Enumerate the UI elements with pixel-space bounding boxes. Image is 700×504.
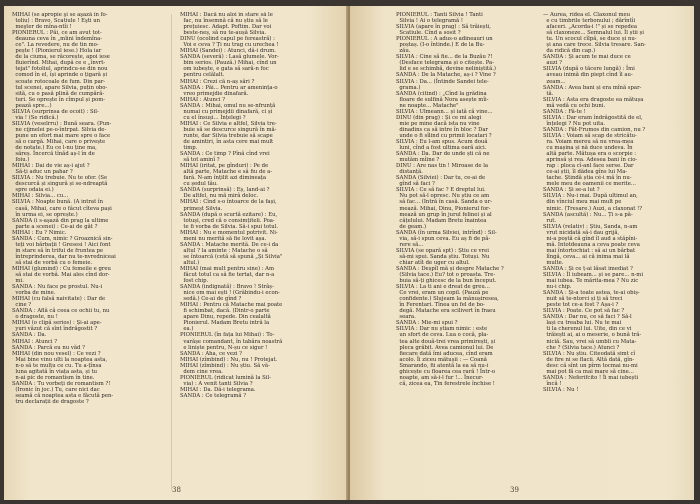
text-line: DINU (ocolind capul pe fereastră) : [180,36,275,43]
text-line: SANDA (citind) : „Cînd la grădina [396,90,487,97]
text-line: scoate rotocoale de fum. Din par- [12,78,106,85]
text-line: niciă. Sau, vrei să umbli cu Mata- [543,338,637,345]
text-line: fac, nu însemnă că nu știu să le [180,18,268,25]
text-line: cu ședul tău. [180,181,218,188]
text-line: MIHAI (cu falsă naivitate) : Dar de [12,296,106,303]
text-line: Ce vrei, eram un copil. (Pauză pe [396,290,489,297]
text-line: buia să-ți ghicesc de la bun început. [396,278,497,285]
text-line: apare Dinu, repede. Din cealaltă [180,314,271,321]
text-line: nu-i chip. [543,284,572,291]
text-line: SILVIA : Poate. Ce pot să fac ? [543,308,625,315]
text-line: PIONIERUL : Tanti Silvia ! Tanti [396,12,483,18]
text-line: poștaș. (I-o întinde.) E de la Bu- [396,42,485,49]
text-line: SANDA : Deșpîl mă și despre Matache ? [396,265,504,272]
text-line: SANDA : Tu vorbeți de romantism ?! [12,380,111,387]
right-page-number: 39 [510,486,519,494]
text-line: unde o fi sîlind cu primii locatari ? [396,132,492,139]
text-line: deauna ceva în „mîini îndemîna- [12,36,103,43]
text-line: SANDA (indignată) : Bravo ! Strâș- [180,284,274,291]
text-line: ti la cherenul lui. Uite, din ce vi [543,326,632,333]
text-line: SANDA : Da. Dar de unde ști că ne [396,151,490,158]
text-line: fluierînd. Mihai, după ce e „învrt- [12,60,106,67]
text-line: Voi e ceva ? Ți nu trag cu urechea ! [180,42,279,49]
text-line: tul scenei, apare Silvia, puțin obo- [12,84,108,91]
text-line: n-ai pic de romantism în tine. [12,374,95,381]
text-line: SANDA : Și ce ț-ai lăsat imediat ? [543,265,633,272]
text-line: MIHAI : Da. Dă-i telegrama. [180,386,256,393]
text-line: distanță. [396,169,423,176]
text-line: dem cine vrea. [180,368,223,375]
text-line: SANDA (ascultă) : Nu... Ți s-a pă- [543,211,633,218]
text-line: SANDA : Ce telegramă ? [180,392,247,399]
text-line: — Aurea, rîdea el. Claxonul meu [543,12,631,18]
text-line: MIHAI (zîmbind) : Nu știu. Să vă- [180,362,270,369]
text-line: Nu pot să-l opresc. Nu știu ce am [396,193,490,200]
text-line: cățelului. Madam Bretu înaintea [396,217,487,224]
text-line: nuit să te-ntorci și ți să treci [543,296,623,303]
text-line: noapte, am să-i-l fur !... Înecur- [396,374,484,381]
text-line: mai pot fă ca mai mare să cine... [543,368,634,375]
text-line: SANDA (surprinsă) : Eș, land-ai ? [180,187,270,194]
text-line: peste tot ce-a fost ? Așa-i ? [543,302,619,309]
text-line: să-mi spui. Sanda știu. Totuși. Nu [396,253,490,260]
text-line: SANDA : Mihai, omul nu se-nfrunță [180,102,276,109]
text-line: nimic. (Tresare.) Auzi, a claxonat !? [543,205,643,212]
text-line: încă ! [543,380,562,387]
text-line: ne cijmelei pe-o-întrpat. Silvia de- [12,126,107,133]
text-line: MIHAI : Dacă nu aloi în stare să le [180,12,273,18]
text-line: se întoarcă (cetă să spună „Și Silvia" [180,253,283,260]
text-line: SANDA (în urma Silviei, intrînd) : Sil- [396,229,497,236]
text-line: luni, cînd a fost ultima oară aici. [396,145,487,152]
text-line: teți voi bărbații ! Gresesi ! Aici font [12,241,111,248]
text-line: altul.) [180,259,200,266]
text-line: aprinsă și rea. Adesea bani în cio- [543,157,638,164]
text-line: SILVIA : Îl iubeam... și se pare... n-mi [543,272,644,279]
text-line: cu el însuși... Înțelegi ? [180,114,246,121]
text-line: MIHAI (Sandei) : Atunci, dă-i drum. [180,48,276,55]
text-line: SANDA : Cum, nimic ? Groaznică sin- [12,235,113,242]
text-line: vorba de mine. [12,290,56,297]
text-line: SILVIA (veselrru) : Bună seara. (Pun- [12,120,112,127]
text-line: nice om mai ești ! (Grăbindu-i econ- [180,290,280,297]
text-line: mează. Mihai, Dinu, Pionierul for- [396,205,491,212]
text-line: yuri văzut că sînt îndrăgostit ? [12,326,98,333]
text-line: fiecare dată îmi aducea, cînd eram [396,350,493,357]
text-line: vreo primejdie dinafară. [180,90,249,97]
text-line: MIHAI (din nou vesel) : Ce vezi ? [12,350,101,357]
text-line: De altfel, nu mă mirâ deloc. [180,193,259,200]
text-line: SILVIA : Voiam să scap de stricătu- [543,132,637,139]
text-line: MIHAI (iritat, pe gînduri) : Pe de [180,163,269,170]
text-line: SILVIA (surprinsa de ocoit) : Sil- [12,108,99,115]
right-page-column-1 [396,12,540,387]
text-line: parte a scenei) : Ce-ai de găt ? [12,223,98,230]
text-line: cine ? [12,302,32,309]
text-line: ghicește cu floarea cea rară ! Într-o [396,368,496,375]
text-line: SILVIA (apare în prag) : Să trăiești, [396,24,491,31]
text-line: ce-ai știi, îl dădea gîns lui Ma- [543,169,628,176]
text-line: Scatiule. Cînd a sosit ? [396,30,461,37]
text-line: să tot aminî ? [180,157,220,164]
text-line: SILVIA (după o tăcere lungă) : Îmi [543,66,635,73]
text-line: mele meu de oamenii ce merite... [543,181,636,188]
text-line: lîngă, ceva... ai că inima mai lă [543,253,630,260]
text-line: săreș. Încercă tînăd aș-l în de [12,151,95,158]
text-line: SANDA : Dar nu, ce să faci ? Să-l [543,314,632,321]
text-line: SANDA : Păi... Pentru ar amenința-o [180,84,278,91]
text-line: runte, dar Silvia trebuie să scape [180,132,273,139]
text-line: mai întortochiat : să ai un bărbat [543,247,636,254]
text-line: degă. Matache era scilivert în fraeu [396,308,496,315]
text-line: in stare să în trifui de fruntea pe [12,247,104,254]
text-line: din vînciul meu mai mult pe [543,199,622,206]
text-line: desc că sînt un pîrm tocmai nu-mi [543,362,638,369]
text-line: rere să... [396,241,424,248]
text-line: să stai de vorbă. Mai ales cînd dor- [12,272,110,279]
text-line: Pionierul. Madam Bretu intră la [180,320,270,327]
text-line: SANDA (i s-aşază din prag la ultime [12,217,109,224]
text-line: SANDA : Aha, ce vezi ? [180,350,242,357]
text-line: SANDA : Fă-te ! [543,108,586,115]
text-line: n-o să te mulțu ce cu. Tu a-țînsa [12,362,102,369]
text-line: MIHAI (mai mult pentru sine) : Am [180,265,275,272]
text-line: de fire ni se flacii. Altă dată, gîn- [543,356,635,363]
text-line: cu mașina și nă duce undeva. În [543,145,633,152]
text-line: să o cargă. Mihai, care o privește [12,138,106,145]
text-line: SANDA : Parcă eu nu văd ? [12,344,85,351]
text-line: de amintiri, în asta cere mai mult [180,138,274,145]
text-line: și ana care trece. Silvia tresare. San- [543,42,646,49]
text-line: toliu) : Bravo, Scatiule ! Eşti un [12,18,101,25]
text-line: SILVIA : Noapte bună. (A intrat în [12,199,103,206]
text-line: SILVIA : La ti ani e dreat de greu... [396,284,490,291]
text-line: MIHAI : Nu e momentul potrivit. Ni- [180,229,278,236]
text-line: casă, Mihai, care o fácut cîteva pași [12,205,112,212]
text-line: meni nu merită să fie lovit așa. [180,235,267,242]
text-line: altă parte, Matache e să fiu de a- [180,169,273,176]
text-line: lași cu treaba lui. Nu te mai [543,320,622,327]
text-line: ne noapte... Matache" [396,102,459,109]
text-line: (Ironic în joc.) Tu, care nici dac [12,386,100,393]
text-line: grama.) [396,84,421,91]
text-line: seara. [396,314,416,321]
text-line: e liniște pentru, N-șu ce sigur ! [180,344,268,351]
text-line: MIHAI : Atunci ? [180,96,226,103]
text-line: trăiești ai, ai o meserie, o bună tră- [543,332,642,339]
text-line: PIONIERUL (în fața lui Mihai) : To- [180,332,275,339]
text-line: PIONIERUL : A adus-o adineauri un [396,36,493,43]
text-line: sedă.) Ce-ai de gînd ? [180,296,242,303]
text-line: SILVIA (relativ) : Știu, Sanda, n-am [543,223,638,230]
text-line: dinadins ca să intre în bloc ? Dar [396,126,489,133]
text-line: beste-neș, să nu te-aușă Silvia. [180,30,267,37]
text-line: că, zicea ea, Tin ferestrele închise ! [396,380,495,387]
text-line: SANDA : De la Matache, aș-i ? Vine ? [396,72,496,79]
text-line: MIHAI : Ce Silvia e altfel, Silvia tre- [180,120,277,127]
text-line: MIHAI (glumind) : Cu femeile e greu [12,265,111,272]
text-line: lid e se schimbă, devine neliniștită.) [396,66,496,73]
text-line: tea alte două-trei vrea primirești, și [396,338,496,345]
text-line: SILVIA : Cine să fie... de la Buzău ?! [396,54,493,61]
text-line: SILVIA : Eu l-am spus. Acum două [396,138,488,145]
text-line: ce". La revedere, nu de tin mo- [12,42,99,49]
text-line: MIHAI : Pentru că Matache mai poate [180,302,283,309]
left-page [4,6,348,500]
text-line: fară. N-am înțilit azi dimineața [180,175,267,182]
text-line: PIONIERUL (ridicat lumină la Sil- [180,374,271,381]
text-line: totuși, cred că o consimțiteli. Poa- [180,217,275,224]
text-line: numai cu primejdii dinafară, ci și [180,108,273,115]
text-line: Silvia ! Ai o telegramă ! [396,18,463,25]
text-line: SANDA : Neferifcito ! Îi mai iubești [543,374,639,381]
text-line: aveau inimă din piept cînd îl au- [543,72,633,79]
text-line: întreprinderea, dar nu te-nvredniceai [12,253,116,260]
text-line: gînd să faci ? [396,181,435,188]
text-line: fi schimbat, dacă. (Dintr-o parte [180,308,270,315]
text-line: te fi vorba de Silvia. Să-i spui totul. [180,223,279,230]
text-line: de geam.) [396,223,427,230]
text-line: SANDA : Avea bani și era mînă spar- [543,84,642,91]
text-line: che ? (Silvia tace.) Atunci ? [543,344,620,351]
text-line: de la ciuma, se răcorește, apoi iese [12,54,110,61]
text-line: SILVIA : Ce să fac ? E dreptul lui. [396,187,486,194]
text-line: SANDA : Făt-Frumos din camion, nu ? [543,126,646,133]
text-line: confidente.) Slujeam la mănușiresea, [396,296,499,303]
text-line: MIHAI : Silvia... cu... [12,193,69,200]
text-line: sită, cu o pasă plină de cumpără- [12,90,105,97]
text-line: foiu.) [12,157,30,164]
text-line: mează un grup în jurul felinei și al [396,211,492,218]
text-line: MIHAI (o clipă serios) : Și-ai ape- [12,320,102,327]
text-line: spre odaia ei.) [12,187,54,194]
text-line: Smarando, fii atentă la ea să nu-i [396,362,489,369]
text-line: da ridică din cap.) [543,48,596,55]
text-line: SANDA : Da. [12,332,47,339]
text-line: primeșt Silvia. [180,205,223,212]
text-line: vrut nicidată să-i dau grijă, [543,229,620,236]
text-line: timp. [180,145,198,152]
text-line: turi. Se oprește în cîmpul și pom- [12,96,106,103]
text-line: e cu timbrile terbonului ; dărîntîi [543,18,636,25]
text-line: SANDA (Silviei) : Dar tu, ce-ai de [396,175,486,182]
text-line: seamă că noaptea asta e făcută pen- [12,392,114,399]
text-line: varășe comandant, în tabăra noastră [180,338,283,345]
text-line: să claxoneze... Semnalul lui. Îl știi și [543,30,644,37]
text-line: prețuiesc. Adapt. Poftim. Dar voi [180,24,272,31]
text-line: MIHAI (zîmbind) : Nu, nu ! Protejat. [180,356,278,363]
text-line: luna agitată în viața asta, și tu [12,368,97,375]
text-line: SILVIA : Nu-i mai. După ultimul an, [543,193,638,200]
text-line: SANDA : Nu face pe prostul. Nu-i [12,284,103,291]
text-line: tă. [543,90,554,97]
text-line: SILVIA : Dar eram îndrăgostită de el, [543,114,643,121]
text-line: afaceri. „Acorda-i !" și se repedea [543,24,638,31]
text-line: SANDA : Și acum te mai duce ce [543,54,631,61]
text-line: via) : A venit tanti Silvia ? [180,380,253,387]
text-line: MIHAI : Crezi că n-aș sări ? [180,78,255,85]
text-line: SANDA : Află că ceea ce ochii tu, nu [12,308,110,315]
text-line: în urma ei, se oprește.) [12,211,78,218]
text-line: SANDA : Ce timp ? Pînă cînd vrei [180,151,270,158]
text-line: SANDA : Și-a toate astea, te-ai obiș- [543,290,640,297]
text-line: un sfort de ceva. Lua o cocă, pla- [396,332,489,339]
text-line: comod în el, își aprinde o țigară și [12,72,108,79]
text-line: în Ferentari. Tînea un fel de bo- [396,302,485,309]
right-page [350,6,694,500]
text-line: Să-ți aduc un pahar ? [12,169,73,176]
text-line: DINU (din prag) : Și ce mi alegi [396,114,482,121]
text-line: pleca grăbit. Avea camionul lui. De [396,344,494,351]
text-line: mi. [12,278,24,285]
text-line: SANDA : Și se-a lut ? [543,187,600,194]
text-line: să fac... (Intră în casă. Sanda o ur- [396,199,493,206]
text-line: SANDA (după o scurtă ezitare) : Eu, [180,211,278,218]
left-page-column-1 [12,12,164,405]
text-line: tru declarații de dragoste ? [12,399,89,405]
text-line: auzi ? [543,60,562,67]
text-line: MIHAI : Eu ? Nimic. [12,229,67,236]
text-line: de notate.) Eu ce l-nu ține ma, [12,145,97,152]
text-line: ni-a poștă că gînd îl aud a stăpîni- [543,235,638,242]
text-line: bim serios. (Pauză.) Mihai, cînd un [180,60,277,67]
text-line: SILVIA : Nu trebuie. Nu te ofer. (Se [12,175,108,182]
text-line: (Silvia tace.) Eu? tot o proasta. Tre- [396,272,496,279]
text-line: rap : ploca cî-anl face serse. Dar [543,163,634,170]
text-line: acolo. Îi ziceu mătușii : — Coană [396,356,487,363]
text-line: (Desface telegrama și o citește. Pa- [396,60,494,67]
text-line: multe. [543,259,564,266]
text-line: mă. Intotdeauna a ceva poate ceva [543,241,640,248]
text-line: descurcă și singură și se-ndreaptă [12,181,108,188]
text-line: pentru celălalt. [180,72,225,79]
text-line: pune un efort mai mare spre o face [12,132,111,139]
text-line: mutăm mîine ? [396,157,440,164]
text-line: pează spre...) [12,102,52,109]
left-page-column-2 [180,12,336,399]
text-line: SILVIA : Asta era dragoste ea mătușa [543,96,644,103]
text-line: via ! (Se ridică.) [12,114,59,121]
text-line: pește ! (Pionierul iese.) Hola iar [12,48,102,55]
text-line: ra. Voiam mereu să nu vrea-mea [543,138,634,145]
text-line: SILVIA (se opară spt) : Știu ce vrei [396,247,489,254]
text-line: MIHAI : Dai de vie aș-i ajut ? [12,163,90,170]
text-line: MIHAI (se apropie şi se aşază în fo- [12,12,108,18]
text-line: meşter de mîna-ntîi ! [12,24,72,31]
text-line: SANDA : Mie-mi spui ? [396,320,458,327]
text-line: SILVIA : Ulmeann... și iată că vine... [396,108,493,115]
text-line: Mai bine vinu ulti la noaptea asta, [12,356,108,363]
text-line: să stai de vorbă cu o femeie. [12,259,93,266]
text-line: buie să se descurce singură în mă- [180,126,277,133]
text-line: mă vedă cu ochi buni. [543,102,606,109]
text-line: fost chip. [180,278,209,285]
text-line: SILVIA : Dar nu știam nimic : este [396,326,488,333]
text-line: mie pe mine dacă ista nu vine [396,120,480,127]
text-line: SANDA (severă) : Lasă glumele. Vor- [180,54,279,61]
text-line: rut. [543,217,557,224]
text-line: mai iubea. Te mărita-mea ? Nu zic [543,278,639,285]
text-line: SANDA : Matache merită. De ce-i da [180,241,279,248]
text-line: tu. Un scocul cîlpă, se duce și nu- [543,36,637,43]
text-line: MIHAI : Atunci ? [12,338,58,345]
text-line: altă parte. Mătușa era o scorpie : [543,151,637,158]
text-line: PIONIERUL : Păi, ce am avut tot- [12,30,102,37]
text-line: zeam... [543,78,566,85]
text-line: altul ? la aminte : Matache o să [180,247,268,254]
text-line: MIHAI : Cînd s-o întoarce de la fași, [180,199,277,206]
text-line: înțelegi ? Nu pot uita. [543,120,606,127]
text-line: ea.) [180,326,194,333]
left-page-number: 38 [172,486,181,494]
right-page-column-2 [543,12,683,393]
text-line: tache. Știndă știa cé-i mă în nu- [543,175,632,182]
text-line: SILVIA : Nu știu. Citeodată simt cî [543,350,636,357]
text-line: floare de sulfină Nora asește mîi- [396,96,489,103]
column-separator [171,14,172,490]
text-line: DINU : Are nas tin ! Miroase de la [396,163,489,170]
text-line: chiar atît de uger cu altul. [396,259,470,266]
text-line: zău. [396,48,411,55]
text-line: tejat" fotoliul, aprindcu-se din nou [12,66,108,73]
text-line: o dragoste, nu ! [12,314,58,321]
text-line: SILVIA : Nu ! [543,386,579,393]
text-line: SILVIA : Da... (Întinde Sandei tele- [396,78,489,85]
text-line: făcut totul ca să fie tertat, dar n-a [180,272,275,279]
text-line: via, să-i spun ceva. Eu aș fi de pă- [396,235,491,242]
text-line: om iubește, e gata să sară-n foc [180,66,269,73]
